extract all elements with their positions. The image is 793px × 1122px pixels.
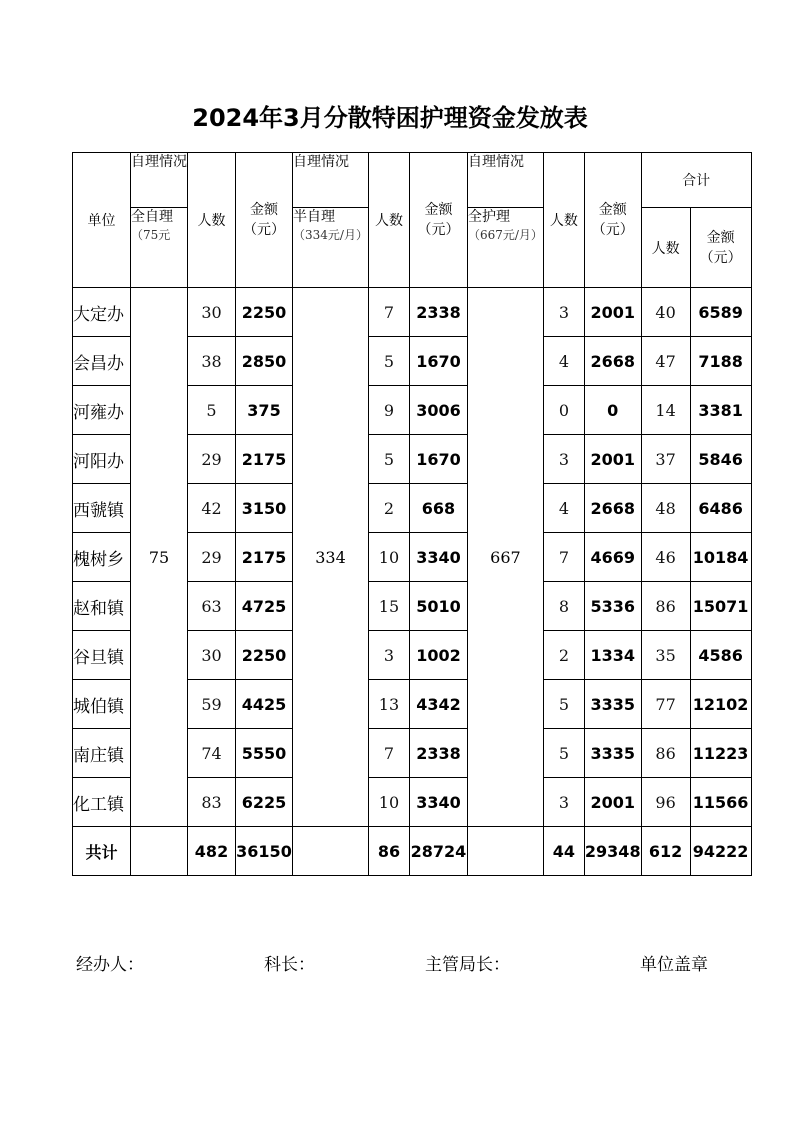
header-group2-note: （334元/月） — [293, 228, 368, 242]
header-group1-label: 自理情况 — [131, 153, 188, 208]
row-total-count: 86 — [641, 582, 690, 631]
row-count-half-self: 7 — [368, 729, 409, 778]
row-count-full-care: 3 — [543, 778, 584, 827]
total-amount-half-self: 28724 — [409, 827, 467, 876]
row-count-full-self: 5 — [188, 386, 236, 435]
header-total-group: 合计 — [641, 153, 751, 208]
row-count-full-care: 4 — [543, 484, 584, 533]
footer-seal-clip — [640, 940, 708, 980]
total-count-full-care: 44 — [543, 827, 584, 876]
header-people-1: 人数 — [188, 153, 236, 288]
row-amount-half-self: 1002 — [409, 631, 467, 680]
header-group2-sub — [293, 208, 369, 288]
row-count-full-self: 30 — [188, 288, 236, 337]
row-total-count: 96 — [641, 778, 690, 827]
row-total-count: 14 — [641, 386, 690, 435]
row-count-half-self: 5 — [368, 337, 409, 386]
header-group3-sub-label: 全护理 — [467, 209, 510, 225]
header-group3-label: 自理情况 — [467, 153, 543, 208]
row-total-count: 77 — [641, 680, 690, 729]
footer-director: 主管局长： — [425, 955, 510, 975]
row-amount-half-self: 3340 — [409, 778, 467, 827]
total-label: 共计 — [73, 827, 131, 876]
row-amount-full-care: 2668 — [584, 337, 641, 386]
row-count-full-self: 42 — [188, 484, 236, 533]
row-count-full-self: 30 — [188, 631, 236, 680]
row-total-amount: 6589 — [690, 288, 751, 337]
row-amount-full-care: 1334 — [584, 631, 641, 680]
header-group3-sub — [467, 208, 543, 288]
row-unit: 河雍办 — [73, 386, 131, 435]
standard-full-self: 75 — [131, 288, 188, 827]
row-amount-half-self: 2338 — [409, 729, 467, 778]
table-row — [73, 288, 752, 337]
header-amount-2: 金额（元） — [409, 153, 467, 288]
row-amount-full-self: 2850 — [236, 337, 293, 386]
row-total-count: 48 — [641, 484, 690, 533]
row-amount-full-care: 4669 — [584, 533, 641, 582]
row-count-half-self: 10 — [368, 533, 409, 582]
row-amount-full-care: 5336 — [584, 582, 641, 631]
row-count-full-care: 3 — [543, 435, 584, 484]
funding-table — [72, 152, 752, 876]
header-unit: 单位 — [73, 153, 131, 288]
row-total-count: 86 — [641, 729, 690, 778]
header-group1-sub-label: 全自理 — [131, 209, 173, 225]
row-count-full-self: 29 — [188, 533, 236, 582]
row-count-full-care: 0 — [543, 386, 584, 435]
footer-seal: 单位盖章 — [640, 955, 708, 975]
row-count-half-self: 5 — [368, 435, 409, 484]
row-unit: 西虢镇 — [73, 484, 131, 533]
row-count-full-care: 5 — [543, 680, 584, 729]
row-count-full-care: 4 — [543, 337, 584, 386]
row-total-amount: 4586 — [690, 631, 751, 680]
row-count-full-self: 74 — [188, 729, 236, 778]
row-amount-half-self: 4342 — [409, 680, 467, 729]
row-count-full-care: 7 — [543, 533, 584, 582]
header-total-amount: 金额（元） — [690, 208, 751, 288]
header-people-2: 人数 — [368, 153, 409, 288]
row-unit: 化工镇 — [73, 778, 131, 827]
row-count-full-self: 83 — [188, 778, 236, 827]
row-unit: 槐树乡 — [73, 533, 131, 582]
row-amount-half-self: 5010 — [409, 582, 467, 631]
row-total-amount: 10184 — [690, 533, 751, 582]
row-amount-full-self: 4425 — [236, 680, 293, 729]
row-count-half-self: 13 — [368, 680, 409, 729]
row-count-full-self: 29 — [188, 435, 236, 484]
row-total-amount: 3381 — [690, 386, 751, 435]
total-row — [73, 827, 752, 876]
row-amount-full-self: 2175 — [236, 435, 293, 484]
header-group3-note: （667元/月） — [467, 228, 543, 242]
row-total-count: 35 — [641, 631, 690, 680]
row-total-count: 46 — [641, 533, 690, 582]
row-amount-full-care: 2001 — [584, 435, 641, 484]
row-count-half-self: 2 — [368, 484, 409, 533]
row-count-full-care: 5 — [543, 729, 584, 778]
header-group1-sub — [131, 208, 188, 288]
header-people-3: 人数 — [543, 153, 584, 288]
row-total-amount: 5846 — [690, 435, 751, 484]
row-count-half-self: 3 — [368, 631, 409, 680]
row-amount-full-self: 375 — [236, 386, 293, 435]
row-total-amount: 12102 — [690, 680, 751, 729]
row-count-full-self: 38 — [188, 337, 236, 386]
row-amount-full-self: 3150 — [236, 484, 293, 533]
header-total-people: 人数 — [641, 208, 690, 288]
footer-handler: 经办人： — [76, 955, 144, 975]
total-amount: 94222 — [690, 827, 751, 876]
row-count-half-self: 15 — [368, 582, 409, 631]
row-total-count: 40 — [641, 288, 690, 337]
total-people: 612 — [641, 827, 690, 876]
row-unit: 南庄镇 — [73, 729, 131, 778]
header-amount-1: 金额（元） — [236, 153, 293, 288]
row-count-half-self: 10 — [368, 778, 409, 827]
footer-section-chief: 科长： — [264, 955, 315, 975]
total-amount-full-care: 29348 — [584, 827, 641, 876]
row-amount-full-self: 6225 — [236, 778, 293, 827]
row-amount-full-care: 3335 — [584, 729, 641, 778]
standard-full-care: 667 — [467, 288, 543, 827]
row-total-amount: 11566 — [690, 778, 751, 827]
row-amount-full-care: 2001 — [584, 778, 641, 827]
row-total-count: 37 — [641, 435, 690, 484]
row-amount-full-care: 2668 — [584, 484, 641, 533]
header-amount-3: 金额（元） — [584, 153, 641, 288]
row-amount-half-self: 2338 — [409, 288, 467, 337]
standard-half-self: 334 — [293, 288, 369, 827]
row-count-full-care: 2 — [543, 631, 584, 680]
row-unit: 谷旦镇 — [73, 631, 131, 680]
row-unit: 赵和镇 — [73, 582, 131, 631]
row-amount-full-care: 3335 — [584, 680, 641, 729]
row-count-half-self: 9 — [368, 386, 409, 435]
header-group1-note: （75元 — [131, 228, 171, 242]
row-total-amount: 7188 — [690, 337, 751, 386]
row-count-full-self: 63 — [188, 582, 236, 631]
row-total-amount: 15071 — [690, 582, 751, 631]
total-count-half-self: 86 — [368, 827, 409, 876]
row-amount-half-self: 3006 — [409, 386, 467, 435]
row-amount-full-self: 2175 — [236, 533, 293, 582]
row-amount-half-self: 668 — [409, 484, 467, 533]
row-amount-full-self: 4725 — [236, 582, 293, 631]
header-group2-sub-label: 半自理 — [293, 209, 335, 225]
page-title: 2024年3月分散特困护理资金发放表 — [192, 104, 588, 132]
row-count-full-self: 59 — [188, 680, 236, 729]
row-total-count: 47 — [641, 337, 690, 386]
row-amount-full-self: 2250 — [236, 288, 293, 337]
row-count-full-care: 8 — [543, 582, 584, 631]
row-amount-full-care: 2001 — [584, 288, 641, 337]
row-amount-half-self: 3340 — [409, 533, 467, 582]
row-total-amount: 6486 — [690, 484, 751, 533]
total-empty-2 — [293, 827, 369, 876]
row-unit: 大定办 — [73, 288, 131, 337]
row-count-full-care: 3 — [543, 288, 584, 337]
row-count-half-self: 7 — [368, 288, 409, 337]
row-amount-full-care: 0 — [584, 386, 641, 435]
row-unit: 会昌办 — [73, 337, 131, 386]
row-amount-full-self: 2250 — [236, 631, 293, 680]
row-amount-half-self: 1670 — [409, 435, 467, 484]
row-unit: 城伯镇 — [73, 680, 131, 729]
total-count-full-self: 482 — [188, 827, 236, 876]
row-amount-full-self: 5550 — [236, 729, 293, 778]
total-empty-1 — [131, 827, 188, 876]
row-unit: 河阳办 — [73, 435, 131, 484]
row-amount-half-self: 1670 — [409, 337, 467, 386]
total-amount-full-self: 36150 — [236, 827, 293, 876]
row-total-amount: 11223 — [690, 729, 751, 778]
total-empty-3 — [467, 827, 543, 876]
header-group2-label: 自理情况 — [293, 153, 369, 208]
